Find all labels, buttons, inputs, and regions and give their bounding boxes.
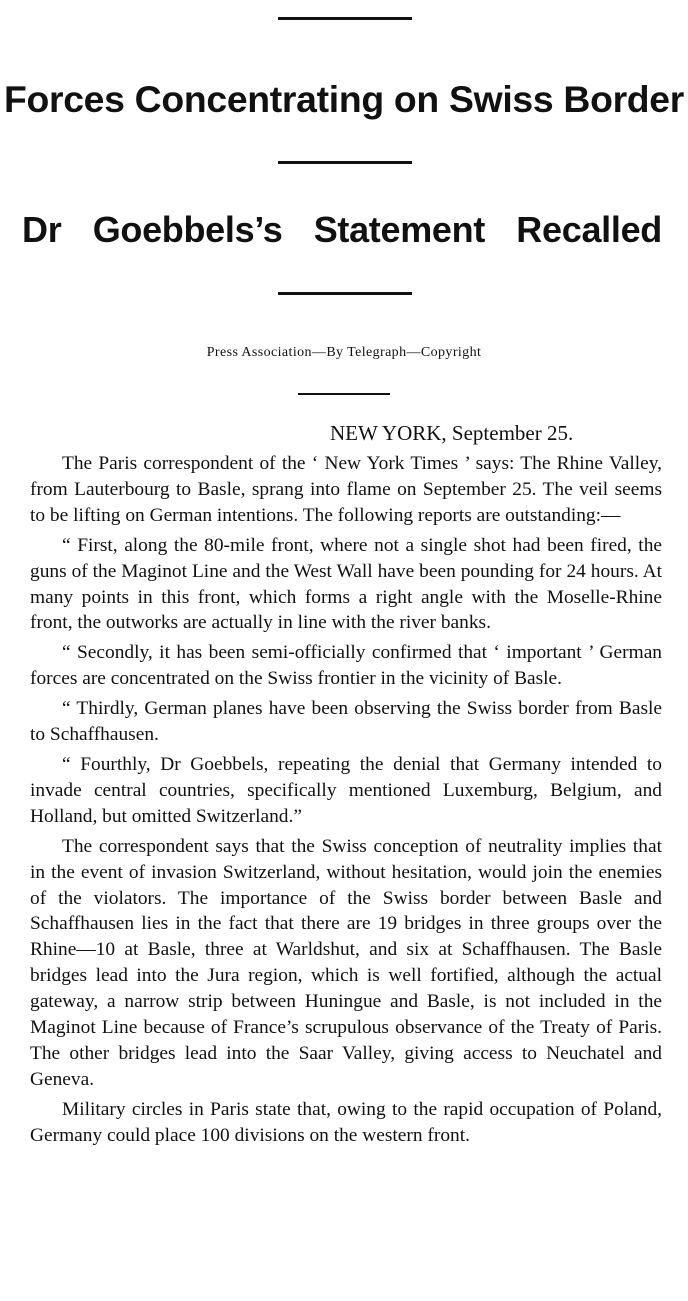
headline-sub-word: Recalled (516, 209, 662, 250)
headline-sub-word: Goebbels’s (92, 209, 283, 250)
paragraph: The Paris correspondent of the ‘ New York Times ’ says: The Rhine Valley, from Lauterbourg to Basle, sprang into flame on September 25. The veil seems to be lifting on German intentions. The following reports are outstanding:— (30, 453, 662, 526)
headline-divider-1 (278, 161, 412, 164)
headline-sub-word: Statement (313, 209, 486, 250)
article-body (30, 451, 662, 1149)
credit-divider (298, 393, 390, 395)
paragraph: “ Fourthly, Dr Goebbels, repeating the denial that Germany intended to invade central countries, specifically mentioned Luxemburg, Belgium, and Holland, but omitted Switzerland.” (30, 753, 662, 827)
credit-line: Press Association—By Telegraph—Copyright (206, 345, 482, 360)
dateline: NEW YORK, September 25. (330, 421, 574, 445)
headline-divider-2 (278, 292, 412, 295)
paragraph: The correspondent says that the Swiss conception of neutrality implies that in the event of invasion Switzerland, without hesitation, would join the enemies of the violators. The importance of the Swiss border between Basle and Schaffhausen lies in the fact that there are 19 bridges in three groups over the Rhine—10 at Basle, three at Warldshut, and six at Schaffhausen. The Basle bridges lead into the Jura region, which is well fortified, although the actual gateway, a narrow strip between Huningue and Basle, is not included in the Maginot Line because of France’s scrupulous observance of the Treaty of Paris. The other bridges lead into the Saar Valley, giving access to Neuchatel and Geneva. (30, 835, 662, 1090)
paragraph: “ Secondly, it has been semi-officially confirmed that ‘ important ’ German forces are concentrated on the Swiss frontier in the vicinity of Basle. (30, 642, 662, 690)
headline-main: Forces Concentrating on Swiss Border (3, 79, 685, 120)
paragraph: “ Thirdly, German planes have been observing the Swiss border from Basle to Schaffhausen. (30, 698, 662, 746)
top-rule (278, 17, 412, 20)
headline-sub-word: Dr (22, 209, 62, 250)
paragraph: Military circles in Paris state that, owing to the rapid occupation of Poland, Germany could place 100 divisions on the western front. (30, 1098, 662, 1146)
headline-sub (22, 208, 662, 252)
paragraph: “ First, along the 80-mile front, where not a single shot had been fired, the guns of the Maginot Line and the West Wall have been pounding for 24 hours. At many points in this front, which forms a right angle with the Moselle-Rhine front, the outworks are actually in line with the river banks. (30, 534, 662, 634)
